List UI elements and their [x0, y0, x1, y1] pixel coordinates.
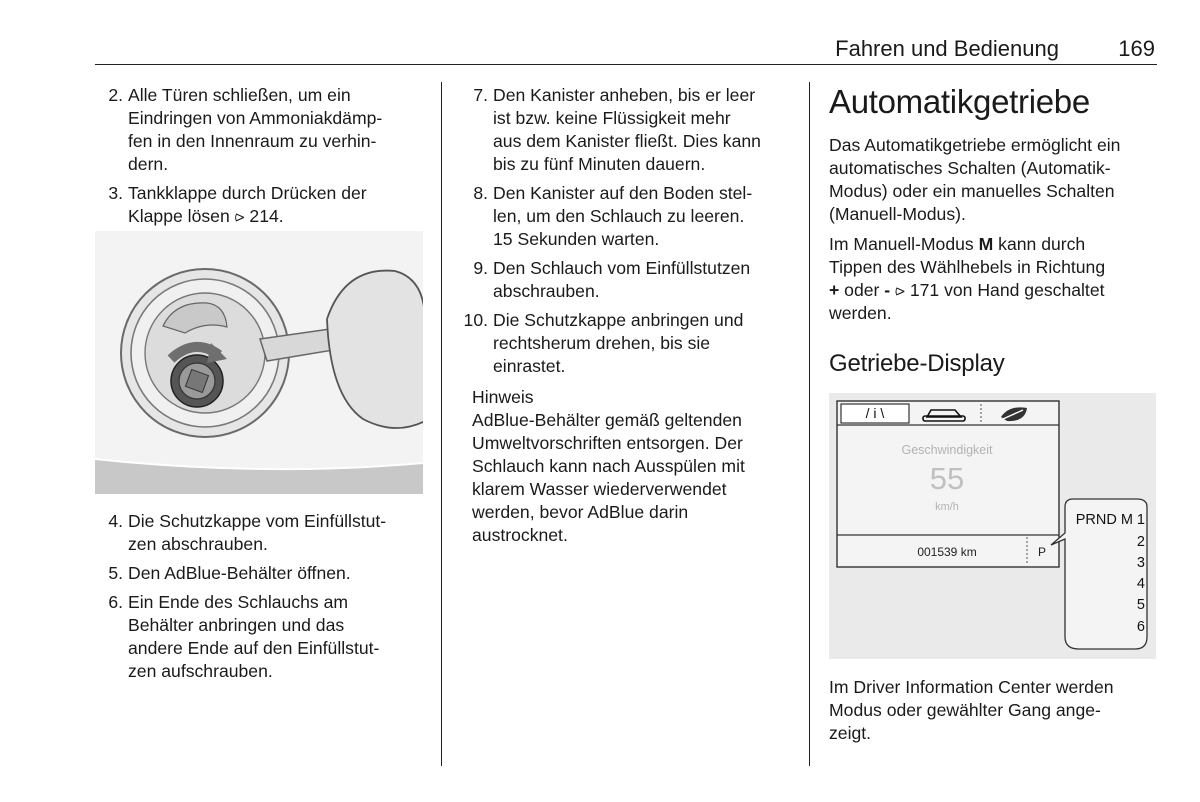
column-2	[460, 84, 800, 547]
step-text-line: Den AdBlue-Behälter öffnen.	[128, 563, 351, 583]
paragraph-line: zeigt.	[829, 723, 872, 743]
plus-sign: +	[829, 280, 840, 300]
dic-paragraph	[829, 676, 1159, 745]
step-text-line: andere Ende auf den Einfüllstut-	[128, 638, 380, 658]
paragraph-line: Im Driver Information Center werden	[829, 677, 1114, 697]
column-1-lower	[95, 510, 430, 689]
text-run: ⪧ 171 von Hand geschaltet	[890, 280, 1105, 300]
step-text-line: Den Schlauch vom Einfüllstutzen	[493, 258, 751, 278]
callout-gear: 2	[1136, 534, 1145, 550]
paragraph-line	[829, 233, 1159, 256]
step-10	[460, 309, 800, 378]
step-5	[95, 562, 430, 585]
step-text-line: Alle Türen schließen, um ein	[128, 85, 351, 105]
text-run: kann durch	[993, 234, 1086, 254]
paragraph-line: Das Automatikgetriebe ermöglicht ein	[829, 135, 1121, 155]
step-number: 3.	[108, 183, 123, 203]
paragraph-line: automatisches Schalten (Automatik-	[829, 158, 1111, 178]
note-text-line: Schlauch kann nach Ausspülen mit	[472, 456, 745, 476]
step-text-line: bis zu fünf Minuten dauern.	[493, 154, 706, 174]
paragraph-line	[829, 279, 1159, 302]
filler-cap-drawing	[95, 231, 423, 494]
note-text-line: austrocknet.	[472, 525, 568, 545]
step-text-line: aus dem Kanister fließt. Dies kann	[493, 131, 761, 151]
step-number: 5.	[108, 563, 123, 583]
step-text-line: zen aufschrauben.	[128, 661, 273, 681]
column-3-lower	[829, 676, 1159, 752]
text-run: oder	[839, 280, 885, 300]
note-text-line: klarem Wasser wiederverwendet	[472, 479, 727, 499]
step-6	[95, 591, 430, 683]
gear-indicator: P	[1037, 545, 1047, 559]
page-header	[95, 28, 1157, 65]
column-3	[829, 82, 1159, 391]
step-7	[460, 84, 800, 176]
step-text-line: Die Schutzkappe anbringen und	[493, 310, 744, 330]
note-text-line: werden, bevor AdBlue darin	[472, 502, 689, 522]
step-text-line: abschrauben.	[493, 281, 600, 301]
step-text-line: Behälter anbringen und das	[128, 615, 345, 635]
step-number: 8.	[473, 183, 488, 203]
mode-letter: M	[978, 234, 994, 254]
callout-gear: 6	[1136, 619, 1145, 635]
step-8	[460, 182, 800, 251]
step-text-line: Klappe lösen ⪧ 214.	[128, 206, 284, 226]
text-run: Im Manuell-Modus	[829, 234, 979, 254]
paragraph-line: Modus) oder ein manuelles Schalten	[829, 181, 1115, 201]
column-divider	[441, 82, 442, 766]
column-divider	[809, 82, 810, 766]
intro-paragraph	[829, 134, 1159, 226]
step-4	[95, 510, 430, 556]
step-9	[460, 257, 800, 303]
fuel-filler-illustration	[95, 231, 423, 494]
step-text-line: Den Kanister auf den Boden stel-	[493, 183, 753, 203]
paragraph-line: Modus oder gewählter Gang ange-	[829, 700, 1101, 720]
odometer-reading: 001539 km	[917, 545, 977, 559]
paragraph-line: werden.	[829, 303, 892, 323]
manual-mode-paragraph	[829, 233, 1159, 325]
step-text-line: fen in den Innenraum zu verhin-	[128, 131, 377, 151]
step-number: 9.	[473, 258, 488, 278]
step-number: 7.	[473, 85, 488, 105]
speed-unit: km/h	[935, 501, 959, 513]
paragraph-line: Tippen des Wählhebels in Richtung	[829, 257, 1106, 277]
note-text-line: AdBlue-Behälter gemäß geltenden	[472, 410, 742, 430]
speed-label: Geschwindigkeit	[901, 443, 993, 457]
step-text-line: len, um den Schlauch zu leeren.	[493, 206, 745, 226]
step-number: 6.	[108, 592, 123, 612]
callout-gear: 4	[1136, 576, 1145, 592]
step-text-line: zen abschrauben.	[128, 534, 268, 554]
step-text-line: Ein Ende des Schlauchs am	[128, 592, 349, 612]
step-number: 2.	[108, 85, 123, 105]
step-number: 4.	[108, 511, 123, 531]
step-text-line: ist bzw. keine Flüssigkeit mehr	[493, 108, 731, 128]
note-block	[460, 386, 800, 547]
speed-value: 55	[929, 461, 965, 496]
subsection-heading: Getriebe-Display	[829, 350, 1005, 377]
step-text-line: Die Schutzkappe vom Einfüllstut-	[128, 511, 387, 531]
step-text-line: Eindringen von Ammoniakdämp-	[128, 108, 383, 128]
callout-gear: 5	[1136, 597, 1145, 613]
page-number: 169	[1118, 36, 1155, 61]
step-2	[95, 84, 430, 176]
minus-sign: -	[884, 280, 891, 300]
section-heading: Automatikgetriebe	[829, 83, 1090, 120]
step-text-line: dern.	[128, 154, 169, 174]
callout-gear: 3	[1136, 555, 1145, 571]
step-text-line: 15 Sekunden warten.	[493, 229, 660, 249]
step-text-line: rechtsherum drehen, bis sie	[493, 333, 711, 353]
note-title: Hinweis	[472, 387, 534, 407]
step-3	[95, 182, 430, 228]
dic-display-drawing	[829, 393, 1156, 659]
step-text-line: Tankklappe durch Drücken der	[128, 183, 367, 203]
column-1	[95, 84, 430, 234]
section-title: Fahren und Bedienung	[835, 36, 1059, 61]
paragraph-line: (Manuell-Modus).	[829, 204, 966, 224]
note-text-line: Umweltvorschriften entsorgen. Der	[472, 433, 743, 453]
transmission-display-figure	[829, 393, 1156, 659]
step-text-line: Den Kanister anheben, bis er leer	[493, 85, 756, 105]
svg-text:/ i \: / i \	[865, 405, 885, 421]
callout-modes: PRND M 1	[1075, 512, 1145, 528]
step-text-line: einrastet.	[493, 356, 566, 376]
step-number: 10.	[463, 310, 488, 330]
